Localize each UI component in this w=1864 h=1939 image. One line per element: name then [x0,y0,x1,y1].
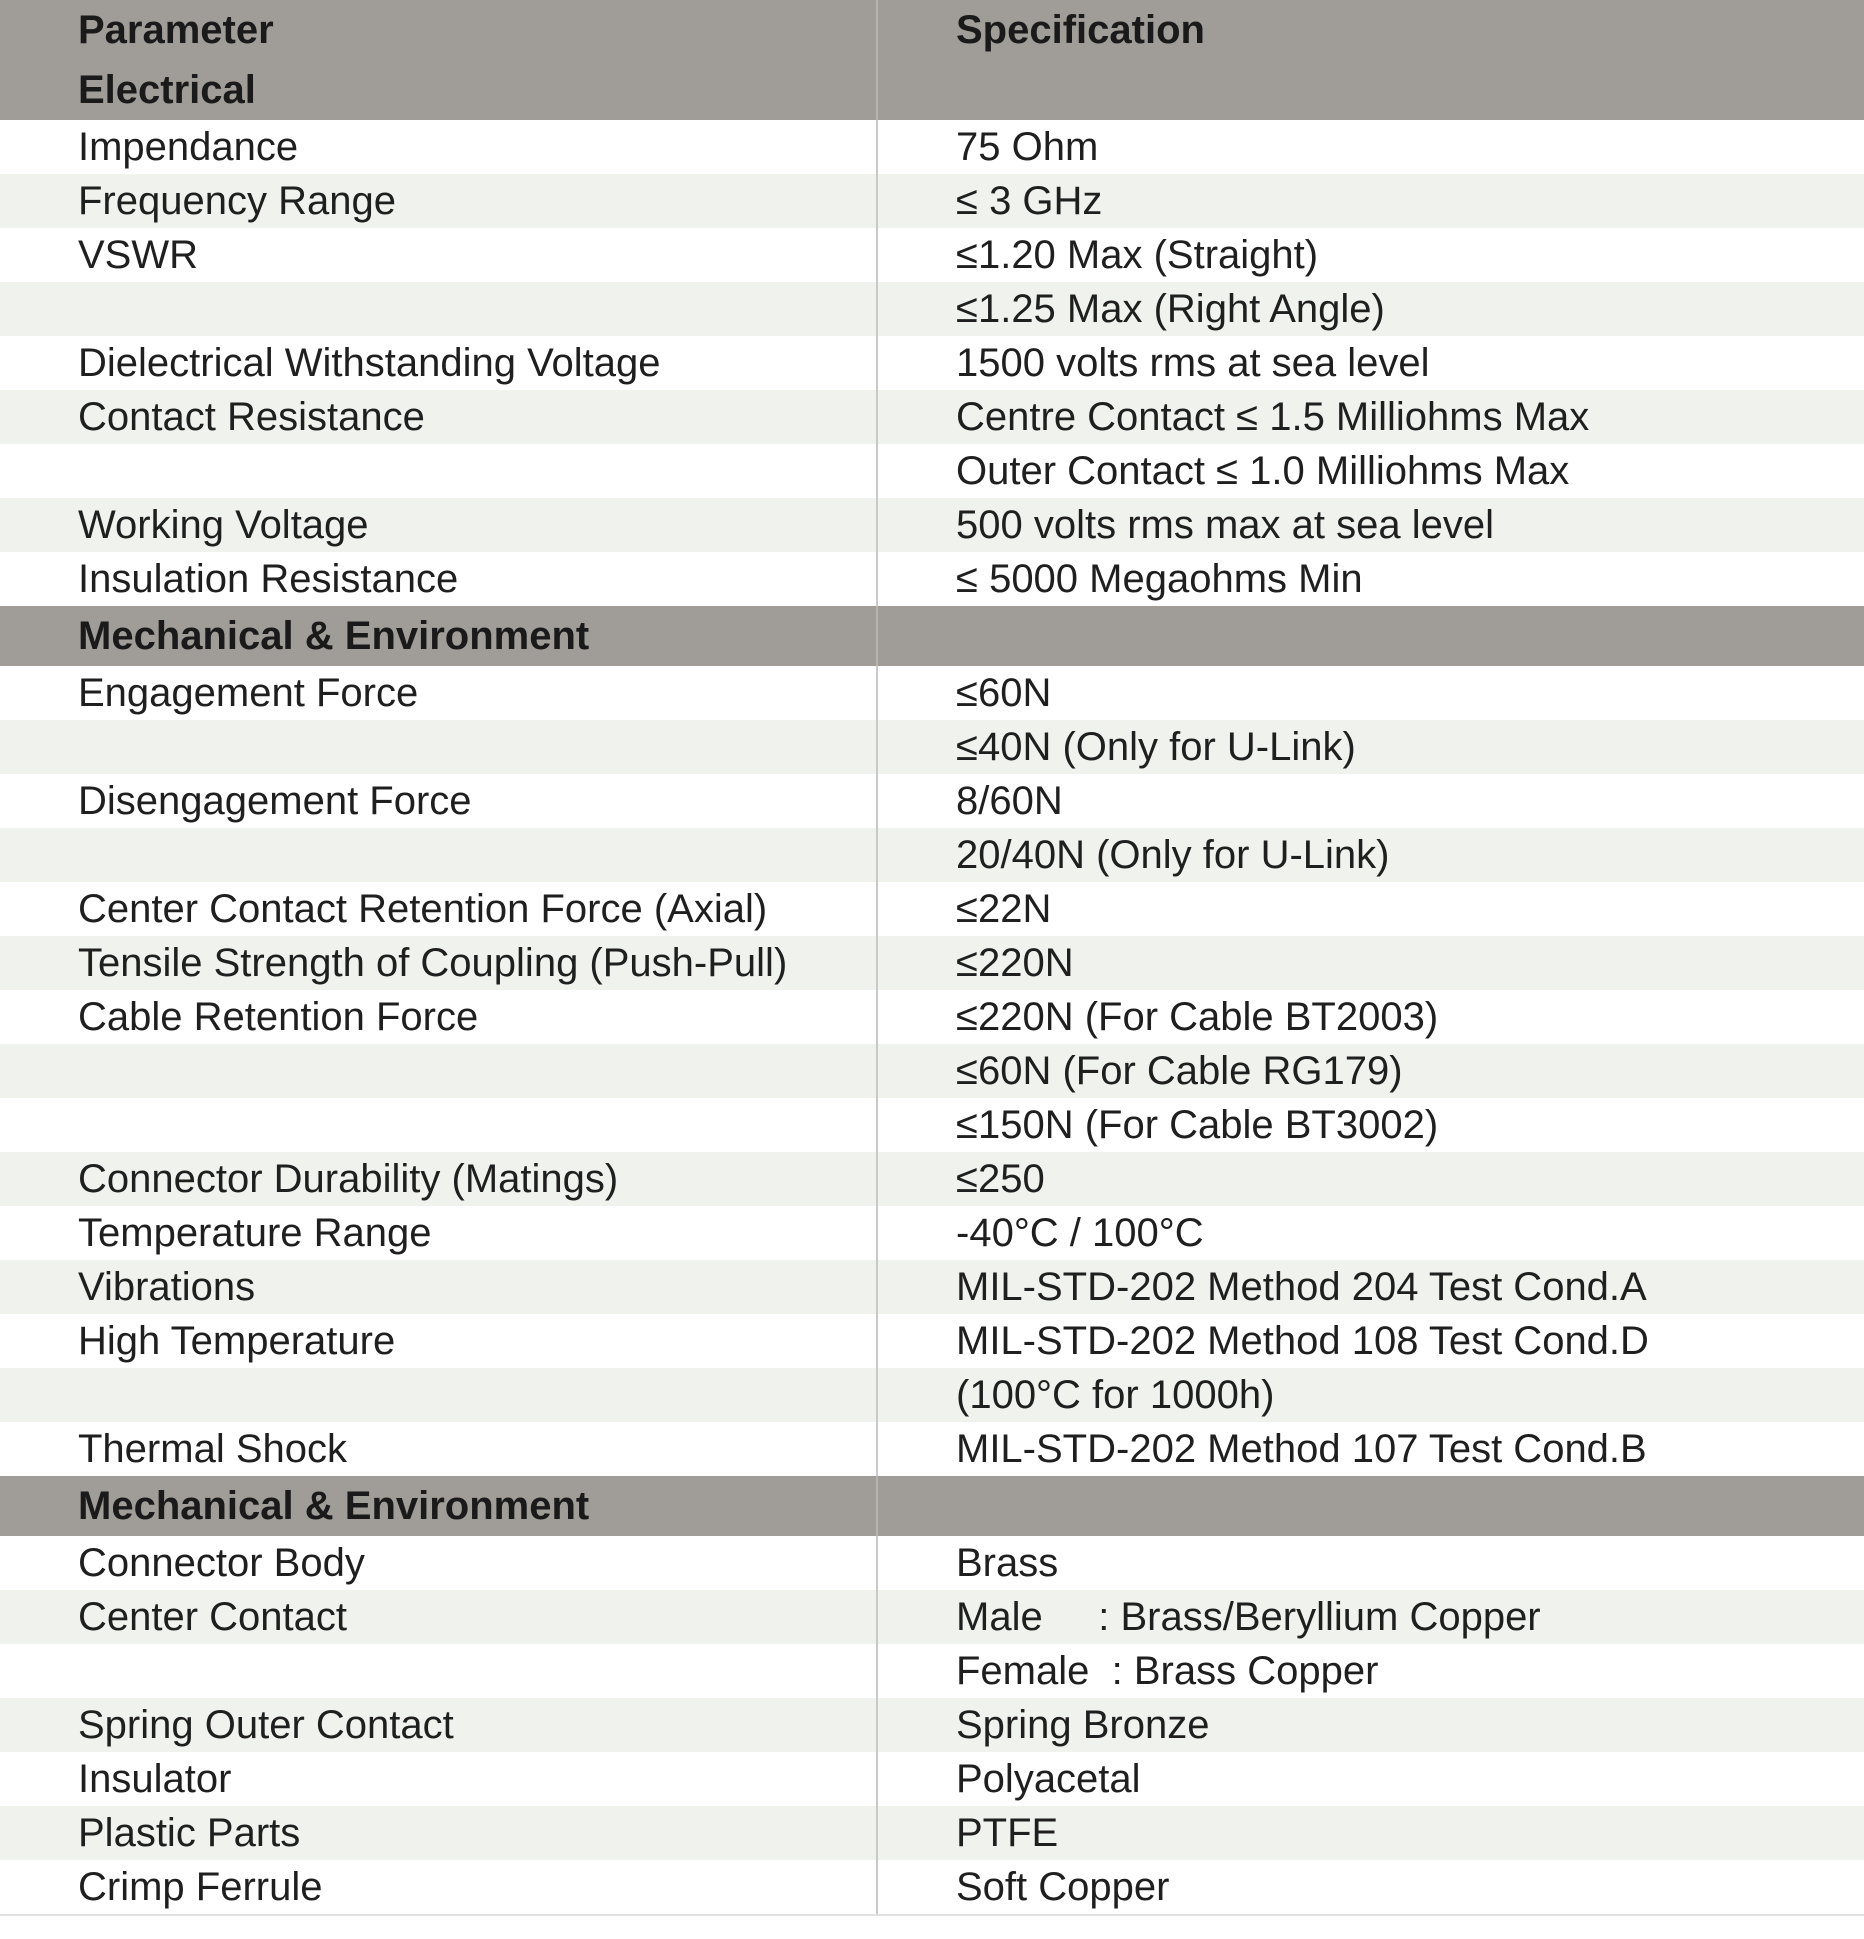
specification-cell: ≤ 3 GHz [877,174,1864,228]
parameter-cell [0,1368,877,1422]
parameter-cell: Disengagement Force [0,774,877,828]
specification-cell: ≤22N [877,882,1864,936]
specification-cell: ≤1.25 Max (Right Angle) [877,282,1864,336]
table-row [0,390,1864,444]
table-row [0,1314,1864,1368]
parameter-cell: Connector Body [0,1536,877,1590]
parameter-cell: Spring Outer Contact [0,1698,877,1752]
parameter-cell [0,828,877,882]
table-row [0,1422,1864,1476]
table-row [0,1860,1864,1915]
section-title: Electrical [0,60,877,120]
specification-cell: MIL-STD-202 Method 108 Test Cond.D [877,1314,1864,1368]
specification-cell: ≤220N [877,936,1864,990]
specification-cell: ≤1.20 Max (Straight) [877,228,1864,282]
specification-cell: ≤220N (For Cable BT2003) [877,990,1864,1044]
table-row [0,774,1864,828]
table-row [0,1806,1864,1860]
parameter-cell: Insulator [0,1752,877,1806]
table-row [0,1044,1864,1098]
specification-cell: -40°C / 100°C [877,1206,1864,1260]
parameter-cell: Tensile Strength of Coupling (Push-Pull) [0,936,877,990]
specification-cell: 75 Ohm [877,120,1864,174]
table-row [0,552,1864,606]
table-row [0,1752,1864,1806]
specification-cell: Polyacetal [877,1752,1864,1806]
table-row [0,828,1864,882]
specification-cell: Male : Brass/Beryllium Copper [877,1590,1864,1644]
parameter-cell: Engagement Force [0,666,877,720]
parameter-cell: Working Voltage [0,498,877,552]
section-spacer [877,606,1864,666]
specification-cell: Spring Bronze [877,1698,1864,1752]
parameter-cell: Plastic Parts [0,1806,877,1860]
parameter-cell [0,1044,877,1098]
specification-cell: ≤60N (For Cable RG179) [877,1044,1864,1098]
table-row [0,336,1864,390]
parameter-cell: Cable Retention Force [0,990,877,1044]
table-row [0,1260,1864,1314]
section-row [0,60,1864,120]
specification-cell: (100°C for 1000h) [877,1368,1864,1422]
parameter-cell: High Temperature [0,1314,877,1368]
parameter-cell: Insulation Resistance [0,552,877,606]
parameter-cell: Impendance [0,120,877,174]
table-row [0,936,1864,990]
specification-cell: 20/40N (Only for U-Link) [877,828,1864,882]
parameter-cell: Temperature Range [0,1206,877,1260]
section-spacer [877,60,1864,120]
specification-cell: ≤40N (Only for U-Link) [877,720,1864,774]
specification-cell: MIL-STD-202 Method 107 Test Cond.B [877,1422,1864,1476]
specification-cell: Outer Contact ≤ 1.0 Milliohms Max [877,444,1864,498]
parameter-cell: Connector Durability (Matings) [0,1152,877,1206]
table-row [0,720,1864,774]
table-row [0,1206,1864,1260]
specification-cell: ≤60N [877,666,1864,720]
table-row [0,498,1864,552]
table-row [0,1644,1864,1698]
table-row [0,1536,1864,1590]
specification-cell: 500 volts rms max at sea level [877,498,1864,552]
section-row [0,606,1864,666]
specification-cell: ≤ 5000 Megaohms Min [877,552,1864,606]
header-specification: Specification [877,0,1864,60]
specification-cell: ≤150N (For Cable BT3002) [877,1098,1864,1152]
section-spacer [877,1476,1864,1536]
table-row [0,666,1864,720]
header-parameter: Parameter [0,0,877,60]
specification-cell: 8/60N [877,774,1864,828]
parameter-cell: VSWR [0,228,877,282]
parameter-cell [0,1644,877,1698]
parameter-cell: Crimp Ferrule [0,1860,877,1915]
parameter-cell: Vibrations [0,1260,877,1314]
parameter-cell: Dielectrical Withstanding Voltage [0,336,877,390]
parameter-cell: Thermal Shock [0,1422,877,1476]
table-row [0,228,1864,282]
table-row [0,282,1864,336]
parameter-cell [0,444,877,498]
parameter-cell [0,282,877,336]
specification-cell: PTFE [877,1806,1864,1860]
table-row [0,882,1864,936]
section-row [0,1476,1864,1536]
header-row [0,0,1864,60]
table-row [0,1368,1864,1422]
table-row [0,1098,1864,1152]
table-row [0,174,1864,228]
section-title: Mechanical & Environment [0,606,877,666]
parameter-cell [0,1098,877,1152]
table-row [0,444,1864,498]
section-title: Mechanical & Environment [0,1476,877,1536]
specification-cell: ≤250 [877,1152,1864,1206]
specification-cell: Female : Brass Copper [877,1644,1864,1698]
parameter-cell [0,720,877,774]
specification-cell: MIL-STD-202 Method 204 Test Cond.A [877,1260,1864,1314]
parameter-cell: Frequency Range [0,174,877,228]
specification-cell: 1500 volts rms at sea level [877,336,1864,390]
table-row [0,990,1864,1044]
parameter-cell: Center Contact Retention Force (Axial) [0,882,877,936]
table-row [0,1152,1864,1206]
table-row [0,1590,1864,1644]
parameter-cell: Contact Resistance [0,390,877,444]
table-row [0,120,1864,174]
specification-cell: Centre Contact ≤ 1.5 Milliohms Max [877,390,1864,444]
specification-cell: Brass [877,1536,1864,1590]
specification-cell: Soft Copper [877,1860,1864,1915]
parameter-cell: Center Contact [0,1590,877,1644]
table-row [0,1698,1864,1752]
